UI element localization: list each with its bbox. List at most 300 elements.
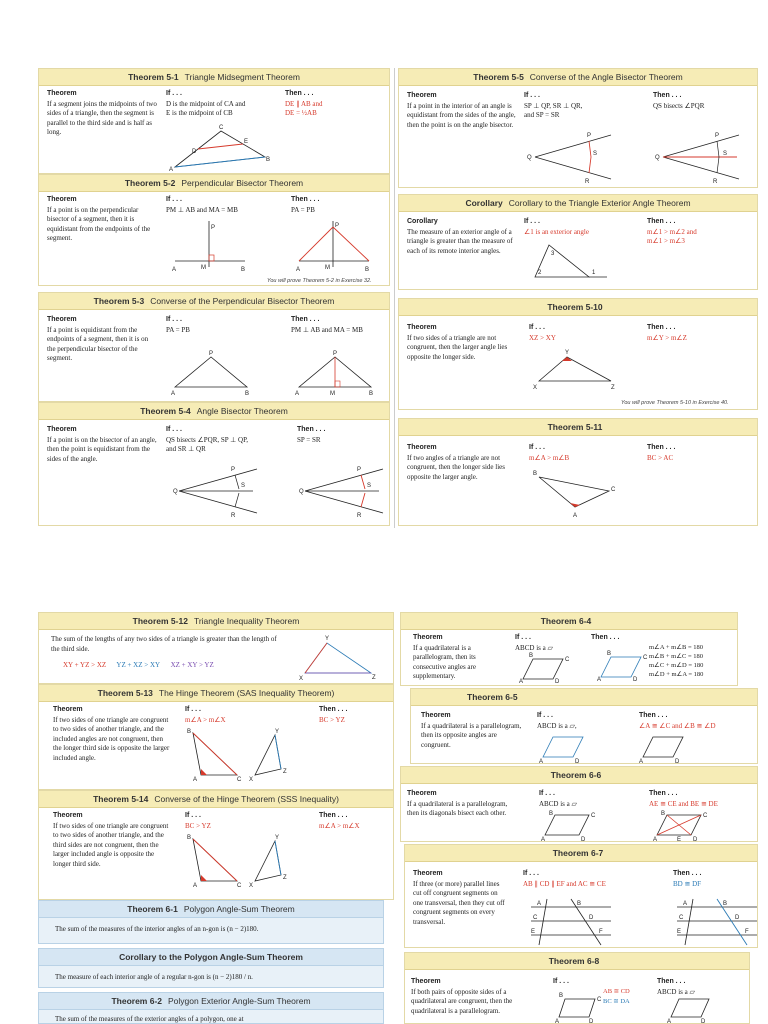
if-label: If . . . <box>185 812 201 819</box>
theorem-text: If two sides of one triangle are congruent to two sides of another triangle, and the third sides are not congruent, then the larger included angle is opposite the longer third side. <box>53 821 169 868</box>
then-label: Then . . . <box>291 196 320 203</box>
corollary-card <box>398 194 758 290</box>
svg-text:Q: Q <box>527 155 532 161</box>
svg-text:Y: Y <box>275 835 280 841</box>
then-col <box>673 869 753 889</box>
svg-text:B: B <box>241 267 246 273</box>
theorem-number: Theorem 5-3 <box>93 296 145 306</box>
then-label: Then . . . <box>319 706 348 713</box>
svg-text:P: P <box>715 133 720 139</box>
then-label: Then . . . <box>285 90 314 97</box>
theorem-label: Theorem <box>407 790 437 797</box>
theorem-col <box>407 323 517 362</box>
svg-text:A: A <box>193 777 198 783</box>
svg-text:B: B <box>661 811 666 817</box>
theorem-number: Theorem 5-12 <box>132 616 188 626</box>
svg-text:E: E <box>244 139 249 145</box>
theorem-name: Polygon Angle-Sum Theorem <box>183 904 295 914</box>
svg-text:C: C <box>565 657 570 663</box>
svg-text:C: C <box>237 777 242 783</box>
theorem-text: If a point is on the perpendicular bisector of a segment, then it is equidistant from the endpoints of the segment. <box>47 205 151 242</box>
if-label: If . . . <box>166 196 182 203</box>
theorem-col <box>407 443 517 482</box>
theorem-5-1-card <box>38 68 390 174</box>
theorem-name: Converse of the Hinge Theorem (SSS Inequality) <box>154 794 339 804</box>
svg-text:F: F <box>599 929 603 935</box>
theorem-text: If two angles of a triangle are not congruent, then the longer side lies opposite the larger angle. <box>407 453 505 481</box>
then-label: Then . . . <box>647 218 676 225</box>
theorem-5-3-card <box>38 292 390 402</box>
if-col <box>166 89 281 119</box>
theorem-name: Triangle Inequality Theorem <box>193 616 300 626</box>
theorem-text: If a segment joins the midpoints of two sides of a triangle, then the segment is parallel to the third side and is half as long. <box>47 99 157 136</box>
then-item: m∠D + m∠A = 180 <box>649 671 704 678</box>
exterior-angle-diagram <box>529 241 609 281</box>
if-label: If . . . <box>166 316 182 323</box>
then-text: ∠A ≅ ∠C and ∠B ≅ ∠D <box>639 721 716 730</box>
then-text: BC > YZ <box>319 715 345 724</box>
svg-text:Z: Z <box>283 769 287 775</box>
svg-text:A: A <box>653 837 658 843</box>
theorem-col <box>53 811 173 869</box>
theorem-number: Theorem 5-2 <box>124 178 176 188</box>
svg-text:M: M <box>330 391 335 397</box>
theorem-5-11-header <box>399 419 757 436</box>
theorem-5-1-header <box>39 69 389 86</box>
svg-text:A: A <box>172 267 177 273</box>
theorem-name: Corollary to the Triangle Exterior Angle Theorem <box>508 198 691 208</box>
hinge-theorem-diagram <box>187 729 307 781</box>
svg-text:A: A <box>295 391 300 397</box>
if-label: If . . . <box>523 870 539 877</box>
svg-text:D: D <box>581 837 586 843</box>
svg-text:P: P <box>357 467 362 473</box>
theorem-col <box>407 91 517 130</box>
svg-text:Q: Q <box>299 489 304 495</box>
theorem-number: Theorem 5-1 <box>128 72 179 82</box>
theorem-text: The measure of an exterior angle of a triangle is greater than the measure of each of its remote interior angles. <box>407 227 513 255</box>
converse-hinge-diagram <box>187 835 307 889</box>
svg-text:D: D <box>735 915 740 921</box>
theorem-text: The measure of each interior angle of a regular n-gon is (n − 2)180 / n. <box>55 973 253 981</box>
theorem-5-2-card <box>38 174 390 286</box>
then-label: Then . . . <box>647 444 676 451</box>
svg-text:2: 2 <box>538 270 542 276</box>
then-text: ABCD is a ▱ <box>657 987 695 996</box>
theorem-col <box>421 711 526 750</box>
then-col <box>653 91 753 111</box>
if-col <box>185 705 295 725</box>
svg-text:C: C <box>679 915 684 921</box>
converse-angle-bisector-if-diagram <box>527 131 617 183</box>
theorem-text: If three (or more) parallel lines cut off congruent segments on one transversal, then they cut off congruent segments on every transversal. <box>413 879 505 926</box>
theorem-col <box>47 195 157 244</box>
svg-text:M: M <box>325 265 330 271</box>
theorem-text: If a point is equidistant from the endpoints of a segment, then it is on the perpendicular bisector of the segment. <box>47 325 149 362</box>
theorem-6-7-header <box>405 845 757 862</box>
theorem-5-4-card <box>38 402 390 526</box>
theorem-5-12-card <box>38 612 394 684</box>
theorem-text: The sum of the measures of the exterior angles of a polygon, one at <box>55 1015 244 1023</box>
then-text: m∠1 > m∠3 <box>647 237 685 245</box>
if-label: If . . . <box>166 90 182 97</box>
triangle-inequality-diagram <box>299 636 381 682</box>
theorem-col <box>47 315 157 364</box>
svg-text:S: S <box>367 483 372 489</box>
then-col <box>291 195 386 215</box>
then-col <box>639 711 755 731</box>
then-text: m∠Y > m∠Z <box>647 333 687 342</box>
theorem-6-2-header <box>39 993 383 1010</box>
svg-text:E: E <box>677 929 682 935</box>
svg-text:C: C <box>533 915 538 921</box>
theorem-6-8-header <box>405 953 749 970</box>
exercise-note: You will prove Theorem 5-10 in Exercise 40. <box>621 400 729 406</box>
theorem-text: If two sides of a triangle are not congruent, then the larger angle lies opposite the longer side. <box>407 333 508 361</box>
svg-text:A: A <box>573 513 578 519</box>
if-text: D is the midpoint of CA and <box>166 99 246 108</box>
theorem-label: Theorem <box>47 316 77 323</box>
parallelogram-diagonals-if-diagram <box>541 811 601 841</box>
if-text: QS bisects ∠PQR, SP ⊥ QP, <box>166 435 248 444</box>
theorem-6-6-header <box>401 767 757 784</box>
theorem-name: Converse of the Perpendicular Bisector Theorem <box>150 296 335 306</box>
if-col <box>166 425 291 455</box>
theorem-number: Theorem 5-4 <box>140 406 191 416</box>
if-label: If . . . <box>185 706 201 713</box>
theorem-text: The sum of the lengths of any two sides of a triangle is greater than the length of the third side. <box>51 635 277 653</box>
if-text: SP ⊥ QP, SR ⊥ QR, <box>524 101 583 110</box>
theorem-text: If a point in the interior of an angle is equidistant from the sides of the angle, then the point is on the angle bisector. <box>407 101 516 129</box>
then-text: SP = SR <box>297 435 321 444</box>
theorem-number: Theorem 6-6 <box>550 770 602 780</box>
if-col <box>166 315 281 335</box>
svg-text:D: D <box>675 759 680 765</box>
svg-text:C: C <box>597 997 602 1003</box>
if-col <box>553 977 597 988</box>
theorem-col <box>411 977 537 1016</box>
then-text: m∠1 > m∠2 and <box>647 227 697 236</box>
perp-bisector-then-diagram <box>295 219 375 273</box>
svg-text:R: R <box>713 179 718 185</box>
theorem-5-3-header <box>39 293 389 310</box>
then-col <box>291 315 390 335</box>
svg-text:B: B <box>559 993 564 999</box>
theorem-label: Theorem <box>411 978 441 985</box>
svg-text:D: D <box>555 679 560 685</box>
corollary-label: Corollary <box>407 218 438 225</box>
svg-text:B: B <box>245 391 250 397</box>
if-label: If . . . <box>529 444 545 451</box>
svg-text:Q: Q <box>655 155 660 161</box>
theorem-label: Theorem <box>53 812 83 819</box>
theorem-6-7-card <box>404 844 758 948</box>
svg-text:Z: Z <box>372 675 376 681</box>
svg-text:A: A <box>639 759 644 765</box>
theorem-label: Theorem <box>407 324 437 331</box>
if-text: PA = PB <box>166 325 190 334</box>
if-col <box>539 789 639 809</box>
theorem-label: Theorem <box>47 196 77 203</box>
converse-perp-then-diagram <box>295 353 375 395</box>
perp-bisector-if-diagram <box>171 219 251 273</box>
svg-text:D: D <box>701 1019 706 1024</box>
if-col <box>524 217 644 237</box>
svg-text:X: X <box>249 777 254 783</box>
if-text: AB ∥ CD ∥ EF and AC ≅ CE <box>523 879 606 888</box>
midsegment-diagram <box>169 127 269 172</box>
theorem-number: Theorem 5-5 <box>473 72 524 82</box>
theorem-label: Theorem <box>407 92 437 99</box>
if-text: AB ≅ CD <box>603 988 630 995</box>
theorem-6-4-card <box>400 612 738 686</box>
if-text: ABCD is a ▱ <box>515 643 553 652</box>
theorem-text: If two sides of one triangle are congruent to two sides of another triangle, and the included angles are not congruent, then the longer third side is opposite the larger included angle. <box>53 715 170 762</box>
then-label: Then . . . <box>647 324 676 331</box>
inequality-3: XZ + XY > YZ <box>170 661 214 669</box>
parallelogram-then-diagram <box>597 651 647 681</box>
then-text: PM ⊥ AB and MA = MB <box>291 325 363 334</box>
then-col <box>319 811 391 831</box>
if-label: If . . . <box>553 978 569 985</box>
triangle-abc-diagram <box>533 471 623 517</box>
svg-text:A: A <box>541 837 546 843</box>
theorem-number: Theorem 6-1 <box>127 904 178 914</box>
theorem-6-5-header <box>411 689 757 706</box>
theorem-5-13-header <box>39 685 393 702</box>
theorem-number: Theorem 5-14 <box>93 794 149 804</box>
theorem-col <box>413 869 509 927</box>
theorem-label: Theorem <box>413 870 443 877</box>
svg-text:F: F <box>745 929 749 935</box>
theorem-text: If a quadrilateral is a parallelogram, then its opposite angles are congruent. <box>421 721 522 749</box>
theorem-label: Theorem <box>407 444 437 451</box>
parallelogram-if-diagram <box>519 653 569 683</box>
theorem-6-4-header <box>401 613 737 630</box>
if-col <box>515 633 585 653</box>
then-col <box>591 633 641 644</box>
then-label: Then . . . <box>649 790 678 797</box>
svg-text:A: A <box>169 167 174 173</box>
theorem-5-4-header <box>39 403 389 420</box>
svg-text:S: S <box>593 151 598 157</box>
then-col <box>647 217 752 247</box>
theorem-label: Theorem <box>47 426 77 433</box>
if-text: and SR ⊥ QR <box>166 445 206 453</box>
then-col <box>649 789 755 809</box>
svg-text:X: X <box>533 385 538 391</box>
svg-text:C: C <box>219 125 224 131</box>
then-col <box>647 443 752 463</box>
svg-text:Y: Y <box>275 729 280 735</box>
svg-text:M: M <box>201 265 206 271</box>
if-text: ABCD is a ▱, <box>537 721 577 730</box>
svg-text:A: A <box>296 267 301 273</box>
then-item: m∠A + m∠B = 180 <box>649 644 704 651</box>
then-text: AE ≅ CE and BE ≅ DE <box>649 799 718 808</box>
if-label: If . . . <box>524 218 540 225</box>
if-col <box>537 711 627 731</box>
converse-perp-if-diagram <box>171 353 251 395</box>
then-label: Then . . . <box>639 712 668 719</box>
svg-text:C: C <box>591 813 596 819</box>
then-col <box>285 89 385 119</box>
if-col <box>523 869 647 889</box>
then-label: Then . . . <box>591 634 620 641</box>
theorem-label: Theorem <box>413 634 443 641</box>
svg-text:B: B <box>369 391 374 397</box>
if-text: BC > YZ <box>185 821 211 830</box>
theorem-number: Theorem 6-8 <box>548 956 600 966</box>
then-text: m∠A > m∠X <box>319 821 360 830</box>
inequality-2: YZ + XZ > XY <box>116 661 161 669</box>
svg-text:B: B <box>187 835 192 841</box>
then-label: Then . . . <box>653 92 682 99</box>
svg-text:C: C <box>237 883 242 889</box>
theorem-label: Theorem <box>421 712 451 719</box>
theorem-number: Theorem 6-7 <box>552 848 604 858</box>
svg-text:B: B <box>266 157 271 163</box>
if-text: PM ⊥ AB and MA = MB <box>166 205 238 214</box>
inequality-1: XY + YZ > XZ <box>63 661 107 669</box>
svg-text:B: B <box>365 267 370 273</box>
angle-bisector-if-diagram <box>173 465 263 517</box>
svg-text:3: 3 <box>551 251 555 257</box>
angle-bisector-then-diagram <box>299 465 389 517</box>
if-label: If . . . <box>529 324 545 331</box>
theorem-5-5-header <box>399 69 757 86</box>
svg-text:D: D <box>589 915 594 921</box>
svg-text:A: A <box>667 1019 672 1024</box>
theorem-6-6-card <box>400 766 758 842</box>
theorem-name: Polygon Exterior Angle-Sum Theorem <box>168 996 311 1006</box>
then-item: m∠C + m∠D = 180 <box>649 662 704 669</box>
parallelogram-diagonals-then-diagram <box>653 811 713 841</box>
then-text: QS bisects ∠PQR <box>653 101 705 110</box>
theorem-6-2-card <box>38 992 384 1024</box>
theorem-text: If a point is on the bisector of an angle, then the point is equidistant from the sides of the angle. <box>47 435 157 463</box>
if-text: BC ≅ DA <box>603 997 630 1005</box>
theorem-5-10-header <box>399 299 757 316</box>
svg-text:P: P <box>335 223 340 229</box>
then-text: BD ≅ DF <box>673 879 702 888</box>
if-label: If . . . <box>166 426 182 433</box>
theorem-number: Theorem 5-13 <box>97 688 153 698</box>
svg-text:R: R <box>231 513 236 519</box>
corollary-header <box>399 195 757 212</box>
if-label: If . . . <box>537 712 553 719</box>
svg-text:E: E <box>531 929 536 935</box>
svg-text:Y: Y <box>325 636 330 642</box>
if-text: m∠A > m∠X <box>185 715 226 724</box>
svg-text:P: P <box>333 351 338 357</box>
then-label: Then . . . <box>673 870 702 877</box>
theorem-name: Triangle Midsegment Theorem <box>184 72 300 82</box>
theorem-6-5-card <box>410 688 758 764</box>
if-col <box>529 323 639 343</box>
theorem-6-8-card <box>404 952 750 1024</box>
if-text: XZ > XY <box>529 333 556 342</box>
if-label: If . . . <box>515 634 531 641</box>
theorem-5-10-card <box>398 298 758 410</box>
theorem-5-14-card <box>38 790 394 900</box>
svg-text:A: A <box>539 759 544 765</box>
svg-text:E: E <box>677 837 682 843</box>
theorem-col <box>53 705 173 763</box>
parallel-lines-if-diagram <box>527 897 617 947</box>
svg-text:S: S <box>241 483 246 489</box>
if-text: ABCD is a ▱ <box>539 799 577 808</box>
svg-text:D: D <box>575 759 580 765</box>
inequality-row <box>63 661 214 669</box>
theorem-5-2-header <box>39 175 389 192</box>
theorem-5-14-header <box>39 791 393 808</box>
svg-text:C: C <box>703 813 708 819</box>
svg-text:A: A <box>193 883 198 889</box>
if-col <box>529 443 639 463</box>
svg-text:B: B <box>533 471 538 477</box>
svg-text:P: P <box>211 225 216 231</box>
if-col <box>166 195 281 215</box>
if-text: m∠A > m∠B <box>529 453 570 462</box>
theorem-text: If both pairs of opposite sides of a quadrilateral are congruent, then the quadrilateral is a parallelogram. <box>411 987 513 1015</box>
svg-text:A: A <box>683 901 688 907</box>
svg-text:C: C <box>611 487 616 493</box>
theorem-number: Theorem 6-2 <box>111 996 162 1006</box>
converse-angle-bisector-then-diagram <box>655 131 745 183</box>
then-label: Then . . . <box>319 812 348 819</box>
theorem-number: Corollary <box>465 198 503 208</box>
theorem-col <box>413 633 508 682</box>
theorem-label: Theorem <box>53 706 83 713</box>
svg-text:D: D <box>192 149 197 155</box>
svg-text:P: P <box>209 351 214 357</box>
theorem-6-1-card <box>38 900 384 944</box>
if-text: E is the midpoint of CB <box>166 109 233 117</box>
then-label: Then . . . <box>297 426 326 433</box>
theorem-5-12-header <box>39 613 393 630</box>
svg-text:Q: Q <box>173 489 178 495</box>
then-list <box>649 643 737 679</box>
svg-text:B: B <box>723 901 728 907</box>
parallelogram-if-diagram <box>555 993 603 1023</box>
svg-text:A: A <box>555 1019 560 1024</box>
svg-text:P: P <box>587 133 592 139</box>
theorem-name: The Hinge Theorem (SAS Inequality Theorem) <box>158 688 335 698</box>
then-text: DE ∥ AB and <box>285 99 323 108</box>
parallelogram-then-diagram <box>667 993 717 1023</box>
svg-text:A: A <box>597 677 602 683</box>
theorem-name: Angle Bisector Theorem <box>196 406 288 416</box>
triangle-xyz-diagram <box>533 351 623 391</box>
svg-text:B: B <box>549 811 554 817</box>
parallel-lines-then-diagram <box>673 897 758 947</box>
svg-text:B: B <box>529 653 534 659</box>
parallelogram-then-diagram <box>639 733 689 763</box>
theorem-col <box>47 425 157 464</box>
then-text: BC > AC <box>647 453 674 462</box>
theorem-name: Converse of the Angle Bisector Theorem <box>529 72 683 82</box>
theorem-text: If a quadrilateral is a parallelogram, then its consecutive angles are supplementary. <box>413 643 476 680</box>
theorem-number: Theorem 5-11 <box>547 422 603 432</box>
if-label: If . . . <box>524 92 540 99</box>
svg-text:A: A <box>171 391 176 397</box>
theorem-col <box>407 217 517 256</box>
theorem-number: Theorem 5-10 <box>547 302 603 312</box>
svg-text:Y: Y <box>565 350 570 356</box>
corollary-polygon-card <box>38 948 384 988</box>
then-text: DE = ½AB <box>285 109 317 117</box>
